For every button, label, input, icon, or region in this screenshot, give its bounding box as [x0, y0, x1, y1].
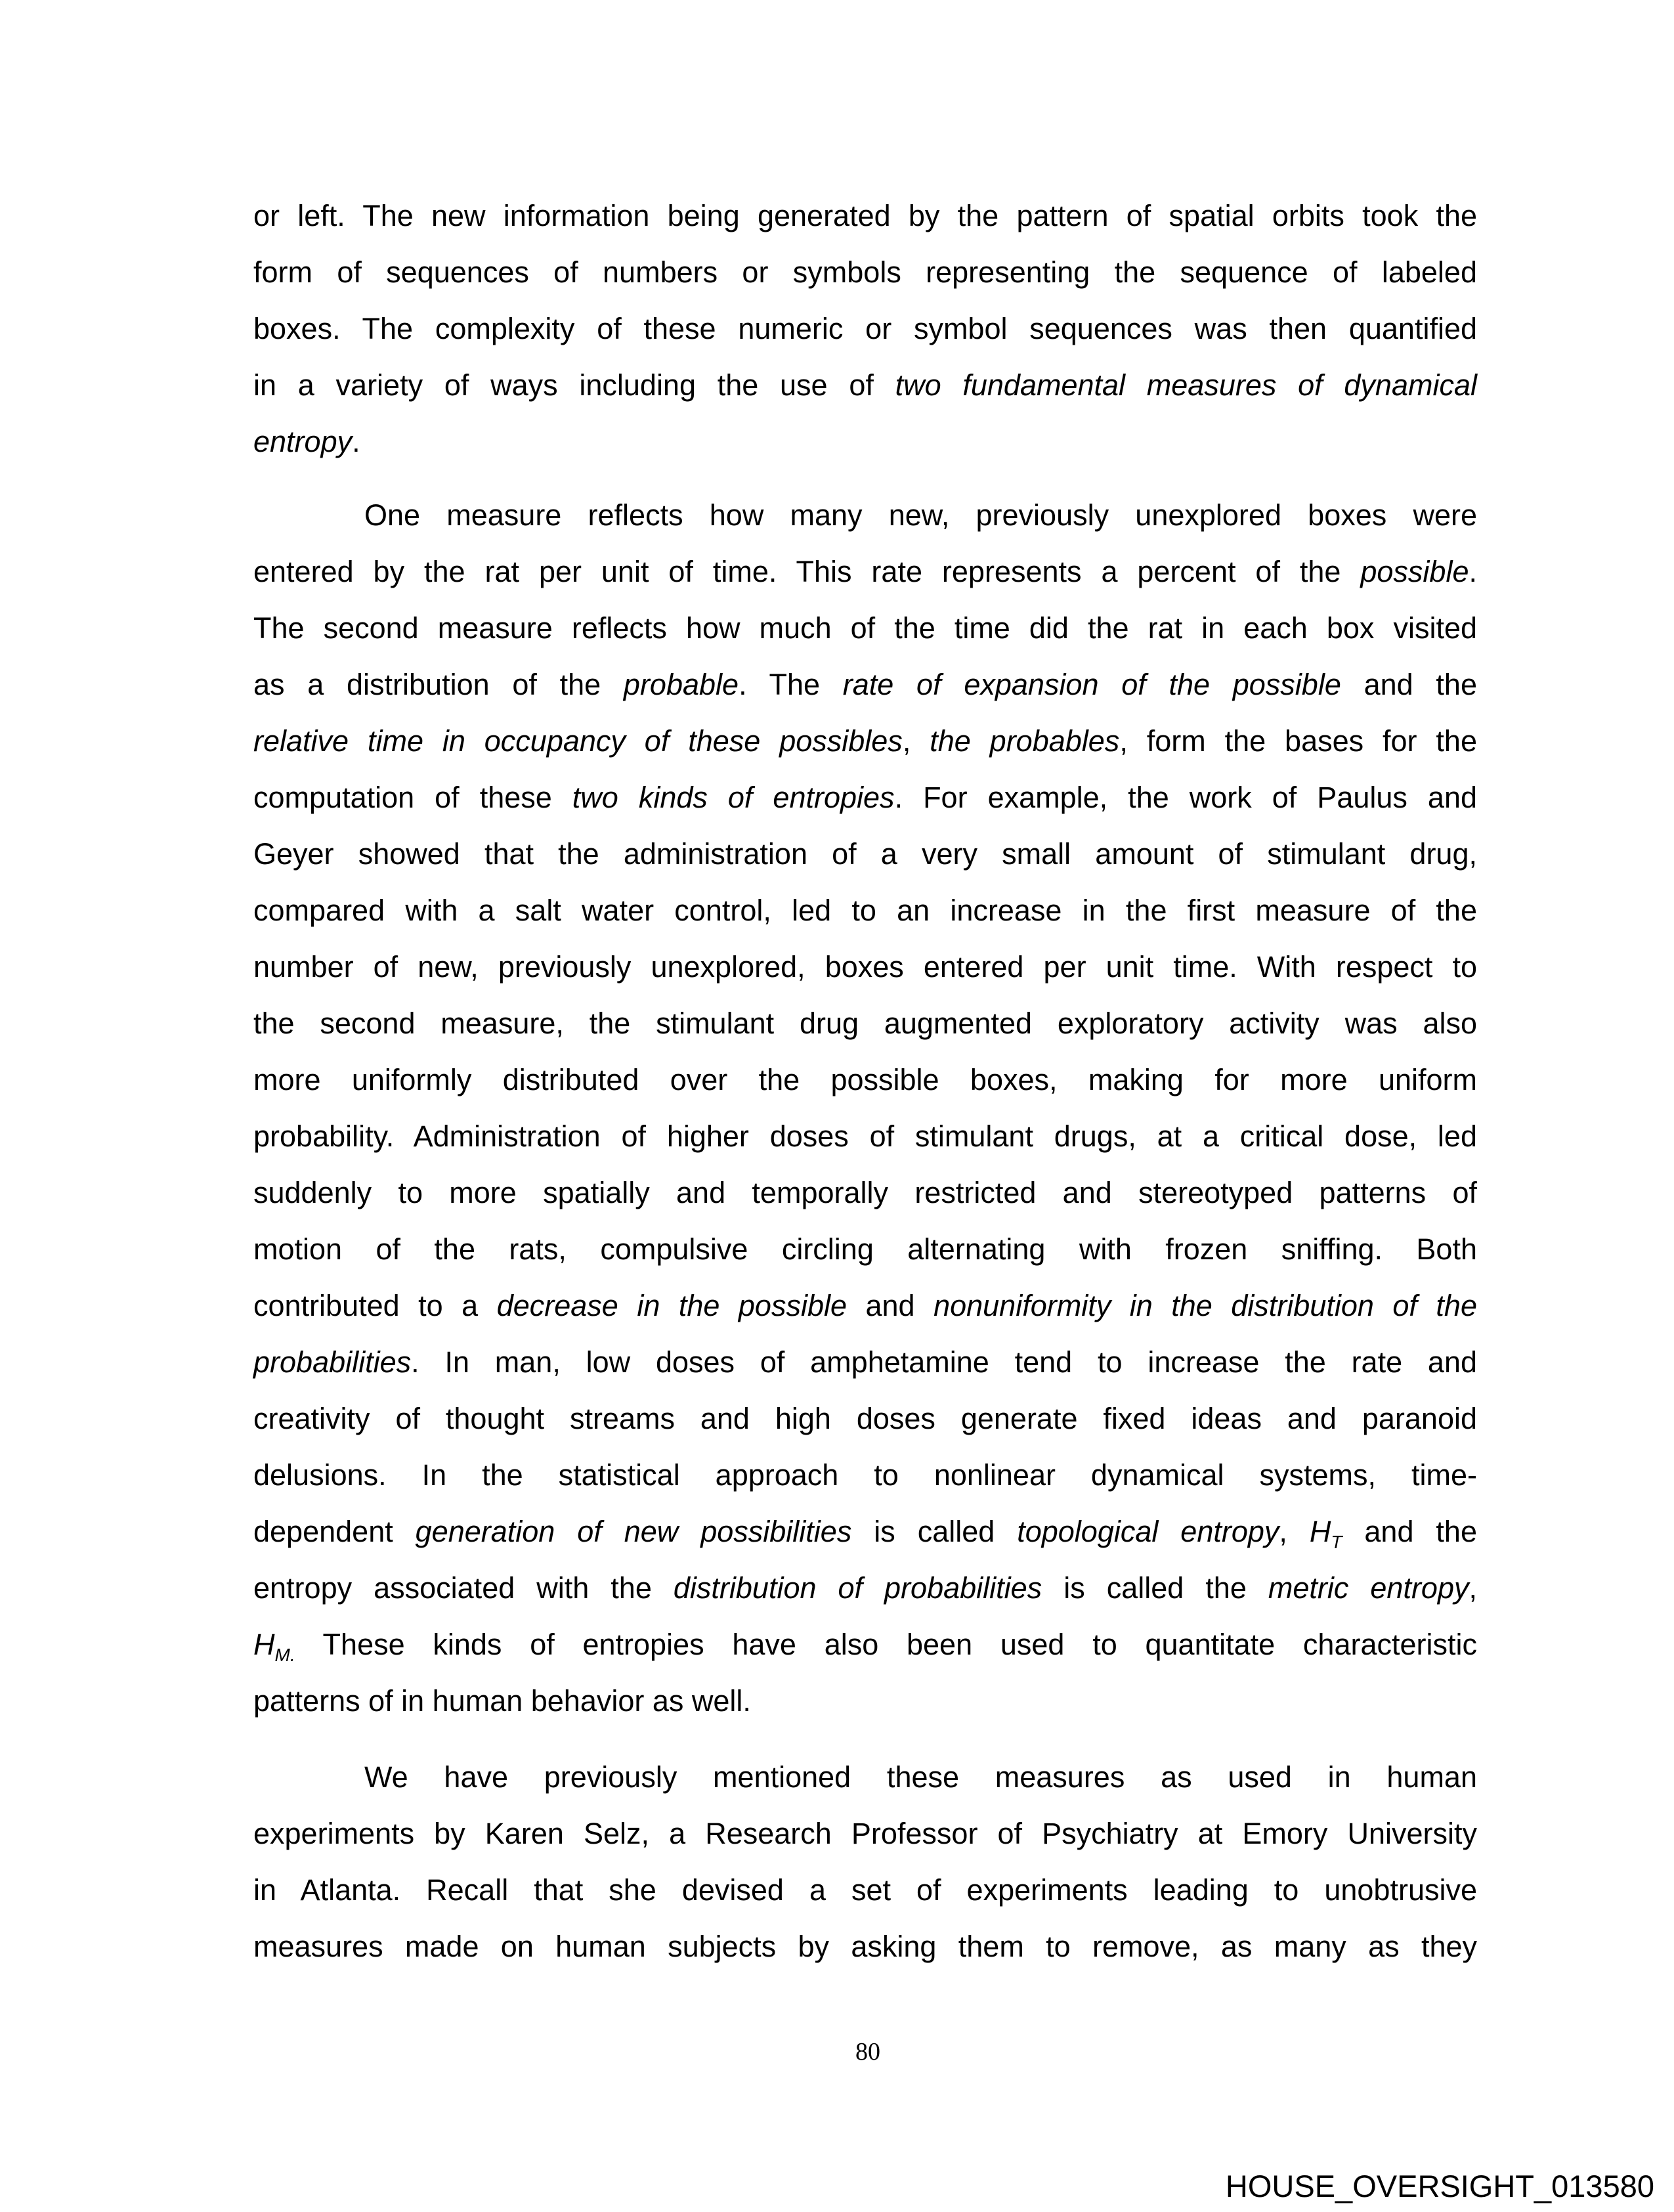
text-span: the second measure, the stimulant drug augmented exploratory activity was also: [253, 1007, 1477, 1040]
text-span: compared with a salt water control, led to an increase in the first measure of the: [253, 894, 1477, 927]
text-span: boxes. The complexity of these numeric or symbol sequences was then quantified: [253, 312, 1477, 345]
text-span: and the: [1341, 668, 1477, 701]
emphasis-text: entropy: [253, 425, 353, 458]
emphasis-text: decrease in the possible: [496, 1289, 847, 1322]
subscript-text: M.: [274, 1645, 295, 1665]
text-span: The second measure reflects how much of the time did the rat in each box visited: [253, 611, 1477, 645]
text-span: creativity of thought streams and high doses generate fixed ideas and paranoid: [253, 1402, 1477, 1435]
text-line: [253, 1108, 1477, 1165]
text-line: [253, 939, 1477, 995]
emphasis-text: topological entropy: [1017, 1515, 1279, 1548]
text-line: [253, 600, 1477, 657]
text-line: [253, 301, 1477, 357]
emphasis-text: H: [1309, 1515, 1331, 1548]
text-line: [253, 657, 1477, 713]
text-span: Geyer showed that the administration of a very small amount of stimulant drug,: [253, 837, 1477, 871]
text-line: [253, 1504, 1477, 1560]
text-span: experiments by Karen Selz, a Research Professor of Psychiatry at Emory University: [253, 1817, 1477, 1850]
text-line: [253, 1616, 1477, 1673]
text-line: [253, 1052, 1477, 1108]
text-span: ,: [902, 724, 930, 758]
text-span: in a variety of ways including the use of: [253, 368, 895, 402]
text-line: [364, 1749, 1477, 1806]
text-span: delusions. In the statistical approach to nonlinear dynamical systems, time-: [253, 1458, 1477, 1492]
emphasis-text: generation of new possibilities: [415, 1515, 852, 1548]
text-span: in Atlanta. Recall that she devised a set of experiments leading to unobtrusive: [253, 1873, 1477, 1907]
text-span: measures made on human subjects by asking them to remove, as many as they: [253, 1930, 1477, 1963]
text-line: [253, 995, 1477, 1052]
text-line: [253, 1278, 1477, 1334]
text-span: ,: [1469, 1571, 1477, 1605]
text-line: [253, 414, 1477, 470]
text-line: [253, 1447, 1477, 1504]
text-line: [253, 882, 1477, 939]
text-line: [253, 244, 1477, 301]
text-span: dependent: [253, 1515, 416, 1548]
emphasis-text: the probables: [930, 724, 1120, 758]
subscript-text: T: [1331, 1532, 1342, 1552]
text-span: computation of these: [253, 781, 572, 814]
bates-stamp: HOUSE_OVERSIGHT_013580: [1225, 2169, 1654, 2203]
text-span: entered by the rat per unit of time. This rate represents a percent of the: [253, 555, 1361, 588]
text-span: We have previously mentioned these measures as used in human: [364, 1760, 1477, 1794]
text-line: [253, 1806, 1477, 1862]
text-line: [253, 544, 1477, 600]
emphasis-text: relative time in occupancy of these possibles: [253, 724, 903, 758]
emphasis-text: probable: [623, 668, 739, 701]
text-line: [253, 1391, 1477, 1447]
text-span: entropy associated with the: [253, 1571, 674, 1605]
emphasis-text: two kinds of entropies: [572, 781, 895, 814]
text-line: [364, 487, 1477, 544]
text-span: number of new, previously unexplored, boxes entered per unit time. With respect to: [253, 950, 1477, 984]
text-span: . For example, the work of Paulus and: [894, 781, 1477, 814]
text-line: [253, 1560, 1477, 1616]
text-span: form of sequences of numbers or symbols representing the sequence of labeled: [253, 255, 1477, 289]
text-line: [253, 188, 1477, 244]
text-span: ,: [1279, 1515, 1310, 1548]
text-line: [253, 1334, 1477, 1391]
text-span: contributed to a: [253, 1289, 497, 1322]
text-line: [253, 1862, 1477, 1919]
emphasis-text: two fundamental measures of dynamical: [895, 368, 1477, 402]
emphasis-text: probabilities: [253, 1345, 412, 1379]
text-line: [253, 826, 1477, 882]
text-span: .: [352, 425, 360, 458]
text-span: One measure reflects how many new, previously unexplored boxes were: [364, 498, 1477, 532]
emphasis-text: distribution of probabilities: [673, 1571, 1042, 1605]
text-span: and the: [1342, 1515, 1477, 1548]
emphasis-text: nonuniformity in the distribution of the: [934, 1289, 1477, 1322]
text-line: [253, 713, 1477, 770]
text-span: or left. The new information being generated by the pattern of spatial orbits took the: [253, 199, 1477, 232]
text-span: more uniformly distributed over the possible boxes, making for more uniform: [253, 1063, 1477, 1096]
text-span: , form the bases for the: [1119, 724, 1477, 758]
page-number: 80: [855, 2038, 880, 2066]
text-span: motion of the rats, compulsive circling alternating with frozen sniffing. Both: [253, 1232, 1477, 1266]
text-line: [253, 1165, 1477, 1221]
text-span: . The: [739, 668, 843, 701]
emphasis-text: possible: [1360, 555, 1469, 588]
text-span: as a distribution of the: [253, 668, 624, 701]
text-span: probability. Administration of higher doses of stimulant drugs, at a critical dose, led: [253, 1119, 1477, 1153]
text-span: and: [847, 1289, 934, 1322]
text-span: . In man, low doses of amphetamine tend to increase the rate and: [411, 1345, 1477, 1379]
text-line: [253, 1919, 1477, 1975]
text-span: is called: [851, 1515, 1018, 1548]
text-line: [253, 357, 1477, 414]
emphasis-text: rate of expansion of the possible: [842, 668, 1341, 701]
emphasis-text: H: [253, 1628, 275, 1661]
text-line: [253, 1221, 1477, 1278]
text-line: [253, 770, 1477, 826]
text-span: These kinds of entropies have also been used to quantitate characteristic: [295, 1628, 1477, 1661]
emphasis-text: metric entropy: [1268, 1571, 1469, 1605]
text-span: .: [1469, 555, 1477, 588]
text-line: [253, 1673, 1477, 1729]
text-span: suddenly to more spatially and temporally restricted and stereotyped patterns of: [253, 1176, 1477, 1209]
text-span: is called the: [1042, 1571, 1268, 1605]
text-span: patterns of in human behavior as well.: [253, 1684, 751, 1718]
